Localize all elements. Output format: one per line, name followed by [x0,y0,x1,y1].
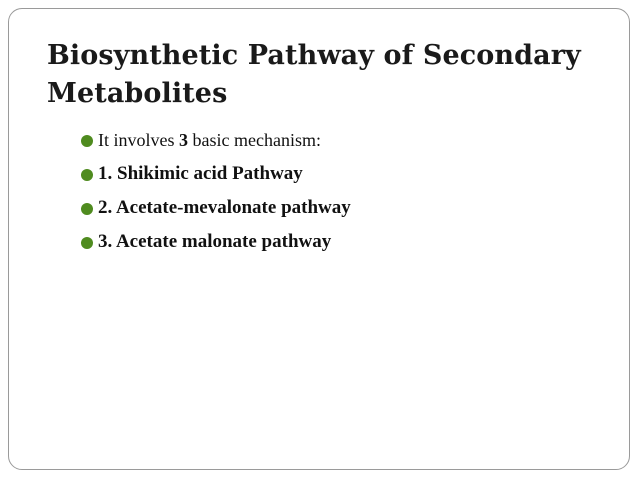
intro-number: 3 [179,130,188,150]
bullet-icon [81,237,93,249]
slide [8,8,630,470]
bullet-icon [81,169,93,181]
intro-prefix: It involves [98,130,179,150]
slide-title: Biosynthetic Pathway of Secondary Metabolites [47,40,581,109]
intro-suffix: basic mechanism: [188,130,321,150]
pathway-label: 2. Acetate-mevalonate pathway [98,197,351,218]
bullet-item-intro [81,126,351,160]
bullet-icon [81,135,93,147]
pathway-label: 1. Shikimic acid Pathway [98,163,303,184]
bullet-item-shikimic [81,160,351,194]
bullet-icon [81,203,93,215]
bullet-item-mevalonate [81,194,351,228]
bullet-item-malonate [81,228,351,262]
pathway-label: 3. Acetate malonate pathway [98,231,332,252]
bullet-list [81,126,351,262]
